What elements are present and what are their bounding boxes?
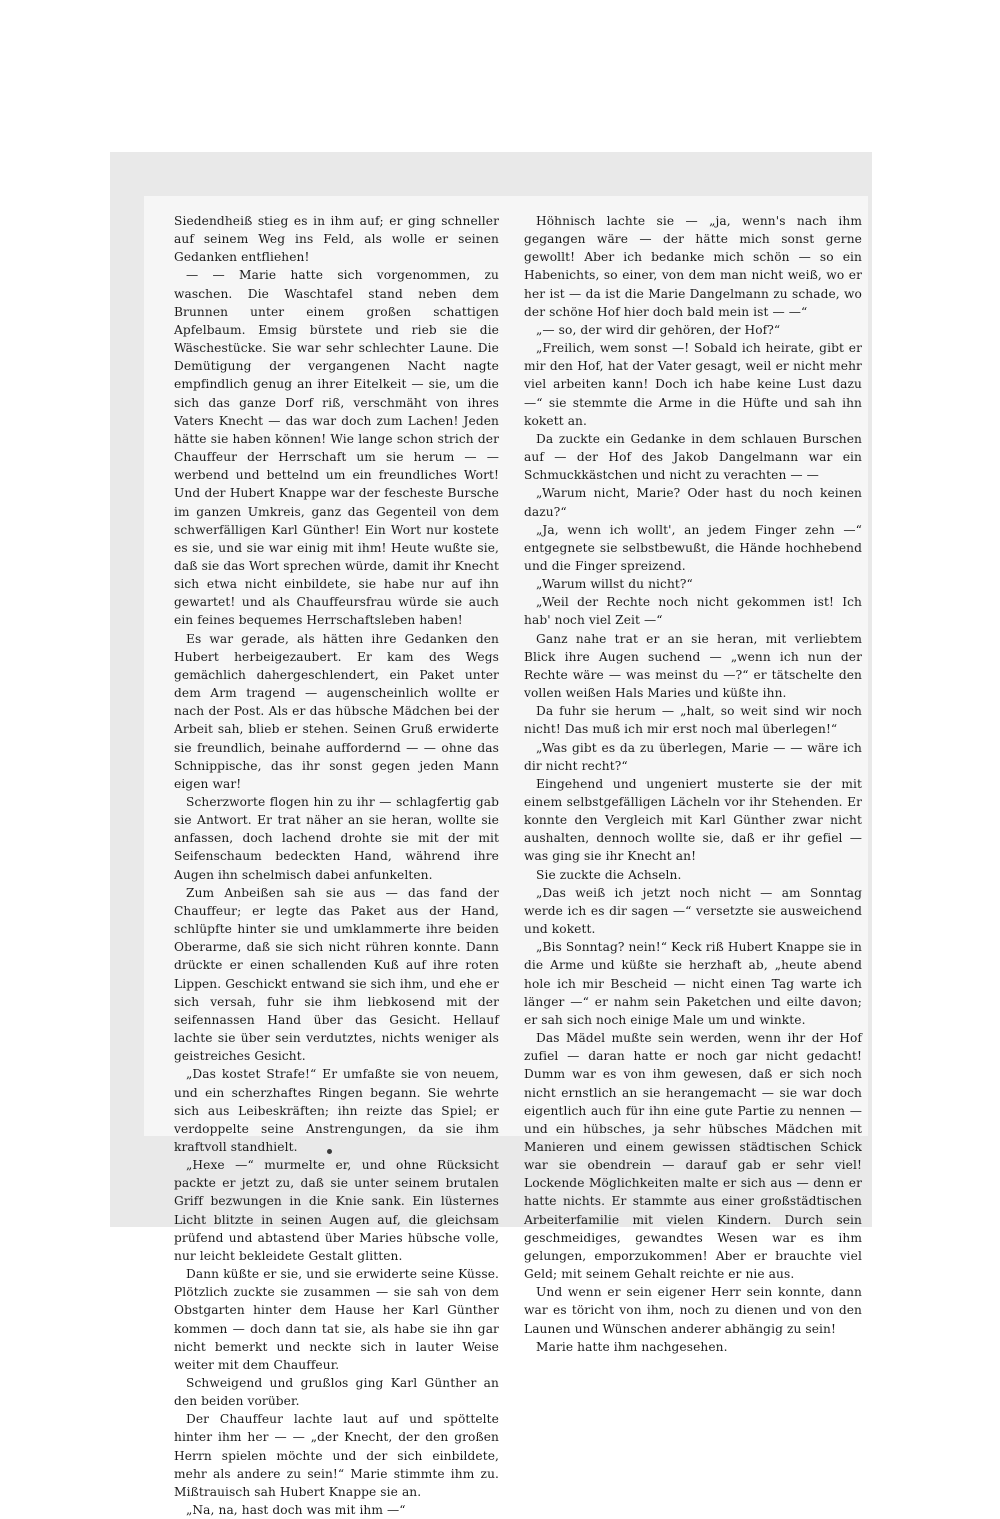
paragraph: „Das kostet Strafe!“ Er umfaßte sie von neuem, und ein scherzhaftes Ringen begann. Sie wehrte sich aus Leibeskräften; ihn reizte das Spiel; er verdoppelte seine Anstrengungen, da sie ihm kraftvoll standhielt. bbox=[174, 1067, 499, 1154]
paragraph: Schweigend und grußlos ging Karl Günther an den beiden vorüber. bbox=[174, 1376, 499, 1409]
paragraph: „Ja, wenn ich wollt', an jedem Finger zehn —“ entgegnete sie selbstbewußt, die Hände hochhebend und die Finger spreizend. bbox=[524, 522, 862, 573]
paragraph: Dann küßte er sie, und sie erwiderte seine Küsse. Plötzlich zuckte sie zusammen — sie sah von dem Obstgarten hinter dem Hause her Karl Günther kommen — doch dann tat sie, als habe sie ihn gar nicht bemerkt und neckte sich in lauter Weise weiter mit dem Chauffeur. bbox=[174, 1267, 499, 1372]
left-text-column bbox=[174, 212, 499, 1519]
paragraph: „Was gibt es da zu überlegen, Marie — — wäre ich dir nicht recht?“ bbox=[524, 740, 862, 773]
page-dot-mark bbox=[327, 1149, 332, 1154]
paragraph: Scherzworte flogen hin zu ihr — schlagfertig gab sie Antwort. Er trat näher an sie heran, wollte sie anfassen, doch lachend drohte sie mit der mit Seifenschaum bedeckten Hand, während ihre Augen ihn schelmisch dabei anfunkelten. bbox=[174, 795, 499, 882]
paragraph: Eingehend und ungeniert musterte sie der mit einem selbstgefälligen Lächeln vor ihr Stehenden. Er konnte den Vergleich mit Karl Günther zwar nicht aushalten, dennoch wollte sie, daß er ihr gefiel — was ging sie ihr Knecht an! bbox=[524, 776, 862, 864]
paragraph: „Hexe —“ murmelte er, und ohne Rücksicht packte er jetzt zu, daß sie unter seinem brutalen Griff bezwungen in die Knie sank. Ein lüsternes Licht blitzte in seinen Augen auf, die gleichsam prüfend und abtastend über Maries hübsche volle, nur leicht bekleidete Gestalt glitten. bbox=[174, 1158, 499, 1263]
paragraph: — — Marie hatte sich vorgenommen, zu waschen. Die Waschtafel stand neben dem Brunnen unter einem großen schattigen Apfelbaum. Emsig bürstete und rieb sie die Wäschestücke. Sie war sehr schlechter Laune. Die Demütigung der vergangenen Nacht nagte empfindlich genug an ihrer Eitelkeit — sie, um die sich das ganze Dorf riß, verschmäht von ihres Vaters Knecht — das war doch zum Lachen! Jeden hätte sie haben können! Wie lange schon strich der Chauffeur der Herrschaft um sie herum — — werbend und bettelnd um ein freundliches Wort! Und der Hubert Knappe war der fescheste Bursche im ganzen Umkreis, ganz das Gegenteil von dem schwerfälligen Karl Günther! Ein Wort nur kostete es sie, und sie war einig mit ihm! Heute wußte sie, daß sie das Wort sprechen würde, damit ihr Knecht sich etwa nicht einbildete, sie habe nur auf ihn gewartet! und als Chauffeursfrau würde sie auch ein feines bequemes Herrschaftsleben haben! bbox=[174, 268, 499, 628]
paragraph: Zum Anbeißen sah sie aus — das fand der Chauffeur; er legte das Paket aus der Hand, schlüpfte hinter sie und umklammerte ihre beiden Oberarme, daß sie sich nicht rühren konnte. Dann drückte er einen schallenden Kuß auf ihre roten Lippen. Geschickt entwand sie sich ihm, und ehe er sich versah, fuhr sie ihm liebkosend mit der seifennassen Hand über das Gesicht. Hellauf lachte sie über sein verdutztes, nichts weniger als geistreiches Gesicht. bbox=[174, 885, 499, 1064]
paragraph: „Weil der Rechte noch nicht gekommen ist! Ich hab' noch viel Zeit —“ bbox=[524, 595, 862, 628]
paragraph: „Das weiß ich jetzt noch nicht — am Sonntag werde ich es dir sagen —“ versetzte sie ausweichend und kokett. bbox=[524, 885, 862, 937]
paragraph: Da zuckte ein Gedanke in dem schlauen Burschen auf — der Hof des Jakob Dangelmann war ein Schmuckkästchen und nicht zu verachten — — bbox=[524, 431, 862, 483]
paragraph: „Warum willst du nicht?“ bbox=[536, 577, 693, 592]
paragraph: Es war gerade, als hätten ihre Gedanken den Hubert herbeigezaubert. Er kam des Wegs gemächlich dahergeschlendert, ein Paket unter dem Arm tragend — augenscheinlich wollte er nach der Post. Als er das hübsche Mädchen bei der Arbeit sah, blieb er stehen. Seinen Gruß erwiderte sie freundlich, beinahe auffordernd — — ohne das Schnippische, das ihr sonst gegen jeden Mann eigen war! bbox=[174, 631, 499, 791]
paragraph: Der Chauffeur lachte laut auf und spöttelte hinter ihm her — — „der Knecht, der den großen Herrn spielen möchte und der sich einbildete, mehr als andere zu sein!“ Marie stimmte ihm zu. Mißtrauisch sah Hubert Knappe sie an. bbox=[174, 1412, 499, 1499]
paragraph: Ganz nahe trat er an sie heran, mit verliebtem Blick ihre Augen suchend — „wenn ich nun der Rechte wäre — was meinst du —?“ er tätschelte den vollen weißen Hals Maries und küßte ihn. bbox=[524, 631, 862, 701]
paragraph: „Na, na, hast doch was mit ihm —“ bbox=[186, 1503, 406, 1518]
paragraph: Sie zuckte die Achseln. bbox=[536, 867, 682, 882]
right-text-column bbox=[524, 212, 862, 1356]
paragraph: „Bis Sonntag? nein!“ Keck riß Hubert Knappe sie in die Arme und küßte sie herzhaft ab, „heute abend hole ich mir Bescheid — nicht einen Tag warte ich länger —“ er nahm sein Paketchen und eilte davon; er sah sich noch einige Male um und winkte. bbox=[524, 940, 862, 1027]
paragraph: Siedendheiß stieg es in ihm auf; er ging schneller auf seinem Weg ins Feld, als wolle er seinen Gedanken entfliehen! bbox=[174, 214, 499, 265]
paragraph: Marie hatte ihm nachgesehen. bbox=[536, 1339, 728, 1354]
paragraph: „Freilich, wem sonst —! Sobald ich heirate, gibt er mir den Hof, hat der Vater gesagt, weil er nicht mehr viel arbeiten kann! Doch ich habe keine Lust dazu —“ sie stemmte die Arme in die Hüfte und sah ihn kokett an. bbox=[524, 341, 862, 428]
paragraph: „Warum nicht, Marie? Oder hast du noch keinen dazu?“ bbox=[524, 486, 862, 519]
paragraph: Höhnisch lachte sie — „ja, wenn's nach ihm gegangen wäre — der hätte mich sonst gerne gewollt! Aber ich bedanke mich schön — so ein Habenichts, so einer, von dem man nicht weiß, wo er her ist — da ist die Marie Dangelmann zu schade, wo der schöne Hof hier doch bald mein ist — —“ bbox=[524, 214, 862, 319]
paragraph: Das Mädel mußte sein werden, wenn ihr der Hof zufiel — daran hatte er noch gar nicht gedacht! Dumm war es von ihm gewesen, daß er sich noch nicht ernstlich an sie herangemacht — sie war doch eigentlich auch für ihn eine gute Partie zu nennen — und ein hübsches, ja sehr hübsches Mädchen mit Manieren und einem gewissen städtischen Schick war sie obendrein — darauf gab er sehr viel! Lockende Möglichkeiten malte er sich aus — denn er hatte nichts. Er stammte aus einer großstädtischen Arbeiterfamilie mit vielen Kindern. Durch sein geschmeidiges, gewandtes Wesen war es ihm gelungen, emporzukommen! Aber er brauchte viel Geld; mit seinem Gehalt reichte er nie aus. bbox=[524, 1031, 862, 1282]
paragraph: Und wenn er sein eigener Herr sein konnte, dann war es töricht von ihm, noch zu dienen und von den Launen und Wünschen anderer abhängig zu sein! bbox=[524, 1285, 862, 1336]
paragraph: „— so, der wird dir gehören, der Hof?“ bbox=[536, 322, 781, 337]
paragraph: Da fuhr sie herum — „halt, so weit sind wir noch nicht! Das muß ich mir erst noch mal überlegen!“ bbox=[524, 704, 862, 737]
